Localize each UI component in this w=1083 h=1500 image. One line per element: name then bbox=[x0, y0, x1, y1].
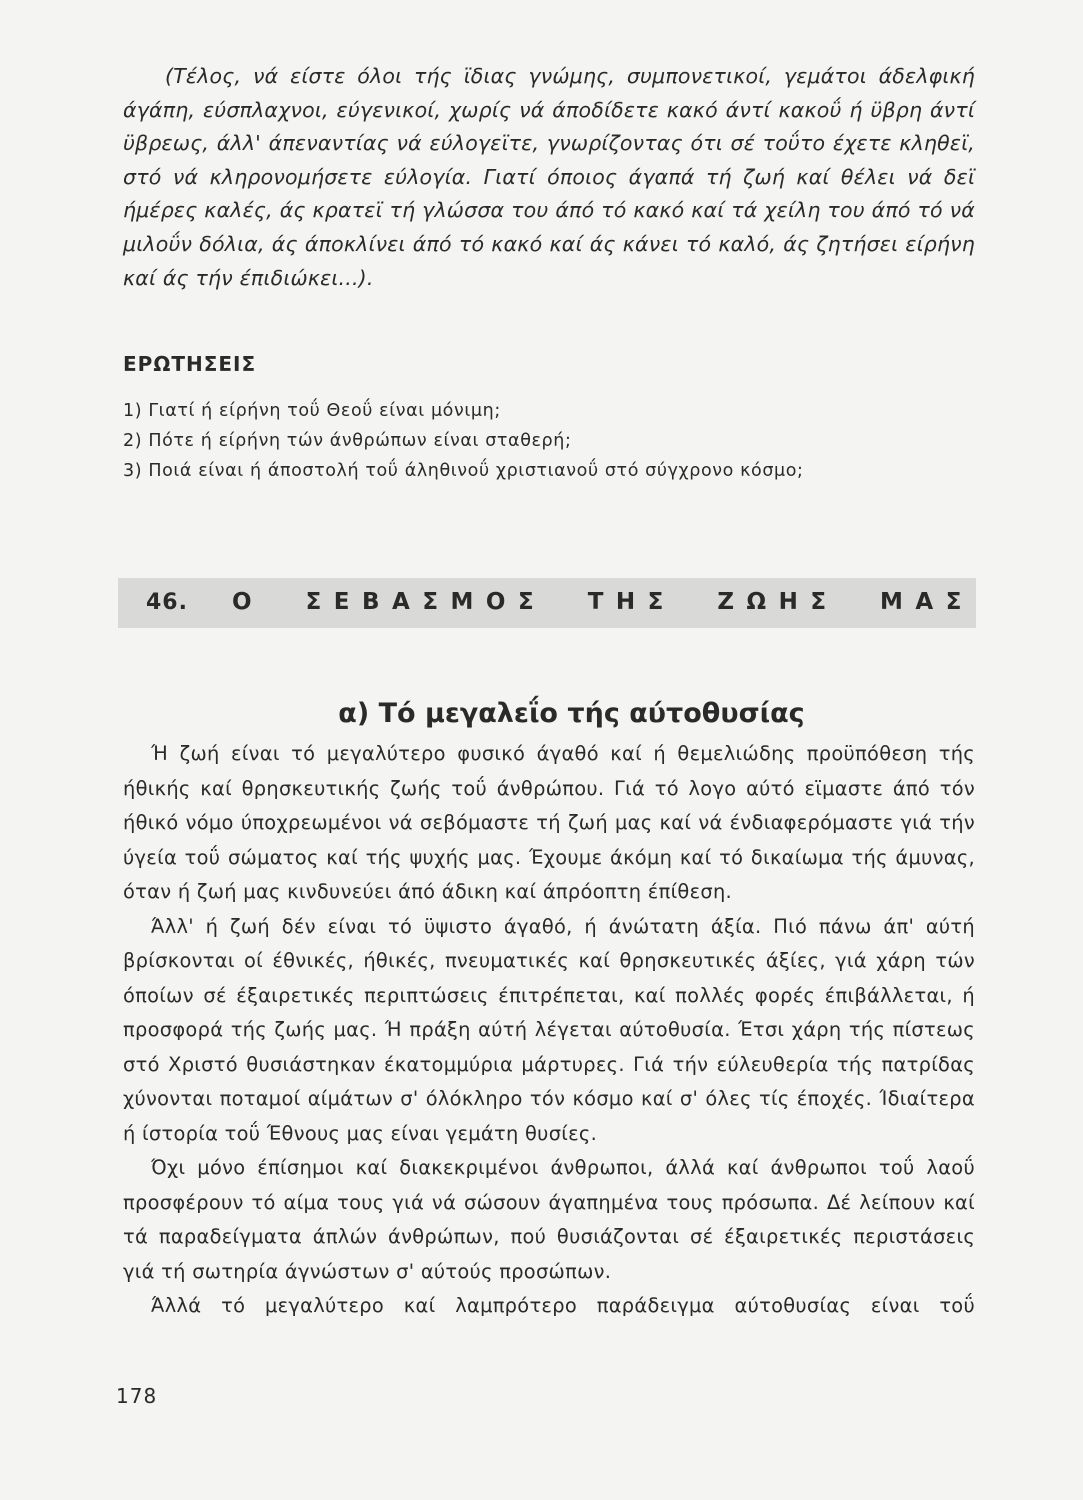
section-title: α) Τό μεγαλεΐο τής αύτοθυσίας bbox=[338, 698, 805, 730]
body-text bbox=[123, 737, 975, 1324]
chapter-number: 46. bbox=[146, 590, 188, 615]
question-item: 2) Πότε ή είρήνη τών άνθρώπων είναι σταθερή; bbox=[123, 431, 572, 451]
body-paragraph: Άλλά τό μεγαλύτερο καί λαμπρότερο παράδειγμα αύτοθυσίας είναι τοΰ bbox=[151, 1294, 975, 1317]
page-number: 178 bbox=[116, 1384, 158, 1408]
question-item: 3) Ποιά είναι ή άποστολή τοΰ άληθινοΰ χριστιανοΰ στό σύγχρονο κόσμο; bbox=[123, 461, 804, 481]
questions-heading: ΕΡΩΤΗΣΕΙΣ bbox=[123, 352, 257, 376]
chapter-title-word: ΖΩΗΣ bbox=[717, 589, 839, 615]
chapter-title-word: Ο bbox=[232, 589, 265, 615]
chapter-title-word: ΣΕΒΑΣΜΟΣ bbox=[305, 589, 547, 615]
chapter-title-word: ΜΑΣ bbox=[880, 589, 974, 615]
question-item: 1) Γιατί ή είρήνη τοΰ Θεοΰ είναι μόνιμη; bbox=[123, 401, 501, 421]
chapter-title-word: ΤΗΣ bbox=[587, 589, 676, 615]
body-paragraph: Ή ζωή είναι τό μεγαλύτερο φυσικό άγαθό καί ή θεμελιώδης προϋπόθεση τής ήθικής καί θρησκευτικής ζωής τοΰ άνθρώπου. Γιά τό λογο αύτό εϊμαστε άπό τόν ήθικό νόμο ύποχρεωμένοι νά σεβόμαστε τή ζωή μας καί νά ένδιαφερόμαστε γιά τήν ύγεία τοΰ σώματος καί τής ψυχής μας. Έχουμε άκόμη καί τό δικαίωμα τής άμυνας, όταν ή ζωή μας κινδυνεύει άπό άδικη καί άπρόοπτη έπίθεση. bbox=[123, 742, 975, 903]
body-paragraph: Άλλ' ή ζωή δέν είναι τό ϋψιστο άγαθό, ή άνώτατη άξία. Πιό πάνω άπ' αύτή βρίσκονται οί έθνικές, ήθικές, πνευματικές καί θρησκευτικές άξίες, γιά χάρη τών όποίων σέ έξαιρετικές περιπτώσεις έπιτρέπεται, καί πολλές φορές έπιβάλλεται, ή προσφορά τής ζωής μας. Ή πράξη αύτή λέγεται αύτοθυσία. Έτσι χάρη τής πίστεως στό Χριστό θυσιάστηκαν έκατομμύρια μάρτυρες. Γιά τήν εύλευθερία τής πατρίδας χύνονται ποταμοί αίμάτων σ' όλόκληρο τόν κόσμο καί σ' όλες τίς έποχές. Ίδιαίτερα ή ίστορία τοΰ Έθνους μας είναι γεμάτη θυσίες. bbox=[123, 914, 975, 1145]
intro-paragraph: (Τέλος, νά είστε όλοι τής ϊδιας γνώμης, συμπονετικοί, γεμάτοι άδελφική άγάπη, εύσπλαχνοι, εύγενικοί, χωρίς νά άποδίδετε κακό άντί κακοΰ ή ϋβρη άντί ϋβρεως, άλλ' άπεναντίας νά εύλογεϊτε, γνωρίζοντας ότι σέ τοΰτο έχετε κληθεϊ, στό νά κληρονομήσετε εύλογία. Γιατί όποιος άγαπά τή ζωή καί θέλει νά δεϊ ήμέρες καλές, άς κρατεϊ τή γλώσσα του άπό τό κακό καί τά χείλη του άπό τό νά μιλοΰν δόλια, άς άποκλίνει άπό τό κακό καί άς κάνει τό καλό, άς ζητήσει είρήνη καί άς τήν έπιδιώκει...). bbox=[123, 64, 975, 290]
chapter-title bbox=[232, 589, 974, 615]
body-paragraph: Όχι μόνο έπίσημοι καί διακεκριμένοι άνθρωποι, άλλά καί άνθρωποι τοΰ λαοΰ προσφέρουν τό αίμα τους γιά νά σώσουν άγαπημένα τους πρόσωπα. Δέ λείπουν καί τά παραδείγματα άπλών άνθρώπων, πού θυσιάζονται σέ έξαιρετικές περιστάσεις γιά τή σωτηρία άγνώστων σ' αύτούς προσώπων. bbox=[123, 1156, 975, 1283]
questions-list bbox=[123, 396, 804, 486]
